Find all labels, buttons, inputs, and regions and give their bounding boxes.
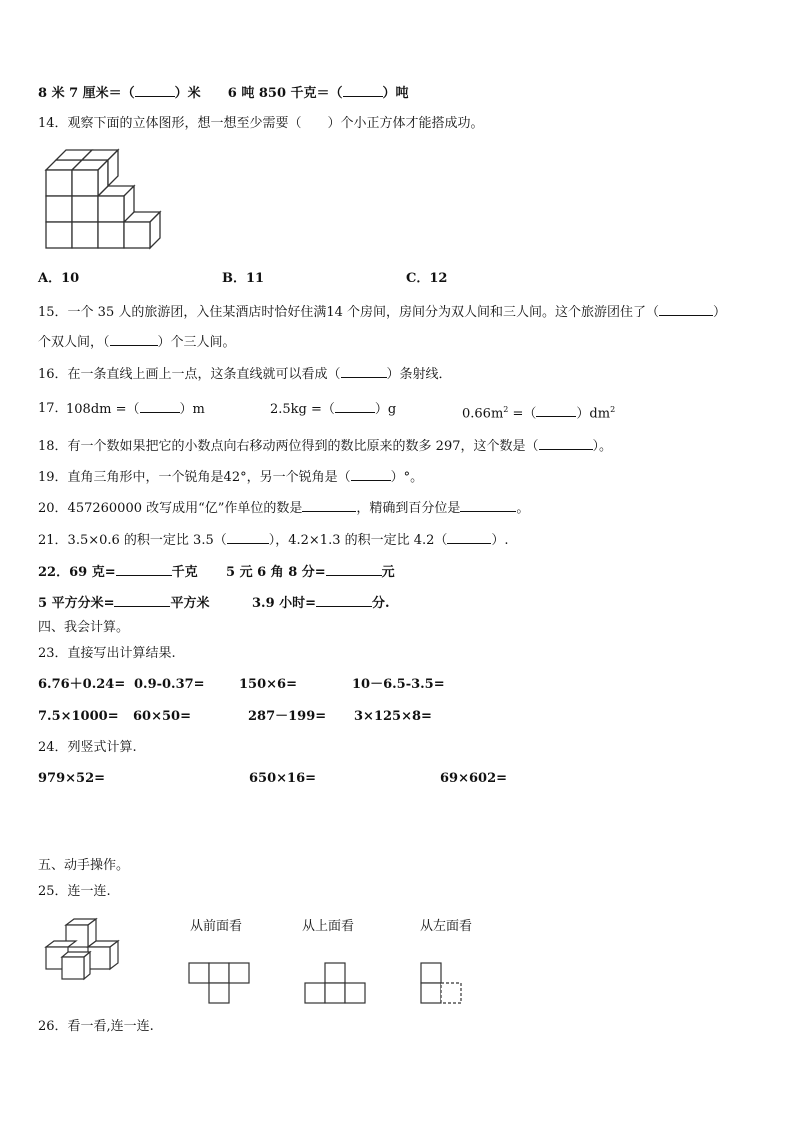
q22-item2 — [226, 563, 395, 581]
q17-item1-a: 108dm =（ — [66, 402, 140, 417]
q23-stem: 23．直接写出计算结果. — [38, 646, 176, 661]
section5-title: 五、动手操作。 — [38, 858, 130, 873]
q24-item3: 69×602= — [440, 771, 508, 786]
q16-b: ）条射线． — [386, 367, 452, 382]
q18-b: ）。 — [592, 439, 613, 454]
q22-c: 5 元 6 角 8 分= — [226, 565, 326, 580]
q17-item2 — [270, 400, 396, 418]
q22-h: 分. — [372, 596, 390, 611]
q16-a: 16．在一条直线上画上一点，这条直线就可以看成（ — [38, 367, 341, 382]
q24-item2: 650×16= — [249, 771, 317, 786]
q20-c: 。 — [516, 501, 530, 516]
q21-line — [38, 531, 509, 549]
q21-b: ），4.2×1.3 的积一定比 4.2（ — [268, 533, 448, 548]
q19-a: 19．直角三角形中，一个锐角是42°，另一个锐角是（ — [38, 470, 351, 485]
q23-r2-c1: 7.5×1000= — [38, 709, 119, 724]
answer-blank[interactable] — [447, 531, 491, 544]
view-shape-l[interactable] — [420, 962, 466, 1004]
q20-a: 20．457260000 改写成用“亿”作单位的数是 — [38, 501, 303, 516]
q23-r1-c4: 10－6.5-3.5= — [352, 677, 445, 692]
q22-item4 — [252, 594, 390, 612]
answer-blank[interactable] — [316, 594, 372, 607]
q20-b: ，精确到百分位是 — [356, 501, 461, 516]
answer-blank[interactable] — [140, 400, 180, 413]
q18-a: 18．有一个数如果把它的小数点向右移动两位得到的数比原来的数多 297，这个数是（ — [38, 439, 539, 454]
answer-blank[interactable] — [110, 333, 158, 346]
answer-blank[interactable] — [116, 563, 172, 576]
answer-blank[interactable] — [536, 404, 576, 417]
q18-line — [38, 437, 612, 455]
q22-e: 5 平方分米= — [38, 596, 115, 611]
answer-blank[interactable] — [335, 400, 375, 413]
view-label-left: 从左面看 — [420, 919, 473, 934]
q16-line — [38, 365, 452, 383]
q17-number: 17． — [38, 401, 68, 416]
q26-stem: 26．看一看,连一连. — [38, 1019, 154, 1034]
q13-part2-b: ）吨 — [382, 86, 409, 101]
q14-stem: 14．观察下面的立体图形，想一想至少需要（ ）个小正方体才能搭成功。 — [38, 116, 484, 131]
q17-item1-b: ）m — [179, 402, 205, 417]
q23-r1-c2: 0.9-0.37= — [134, 677, 205, 692]
q22-item1 — [38, 563, 198, 581]
q24-item1: 979×52= — [38, 771, 106, 786]
q17-item3-sup: 2 — [503, 405, 509, 414]
view-shape-inverted-t[interactable] — [304, 962, 368, 1004]
q17-item2-b: ）g — [374, 402, 397, 417]
q21-a: 21．3.5×0.6 的积一定比 3.5（ — [38, 533, 227, 548]
answer-blank[interactable] — [326, 563, 382, 576]
q25-stem: 25．连一连. — [38, 884, 111, 899]
view-label-front: 从前面看 — [190, 919, 243, 934]
q13-part2-a: 6 吨 850 千克＝（ — [227, 86, 343, 101]
q15-line2 — [38, 333, 236, 351]
q20-line — [38, 499, 529, 517]
q24-stem: 24．列竖式计算. — [38, 740, 137, 755]
cube-arrangement-figure — [40, 915, 140, 987]
q22-a: 22．69 克= — [38, 565, 116, 580]
section4-title: 四、我会计算。 — [38, 620, 130, 635]
q23-r2-c3: 287－199= — [248, 709, 327, 724]
answer-blank[interactable] — [302, 499, 356, 512]
q13-part1-b: ）米 — [174, 86, 201, 101]
answer-blank[interactable] — [539, 437, 593, 450]
q17-item3-a: 0.66m — [462, 406, 504, 422]
q17-item3-c: ）dm — [576, 406, 611, 422]
q15-line1-b: ） — [713, 305, 727, 320]
staircase-cubes-figure — [38, 140, 168, 260]
q15-line2-a: 个双人间，（ — [38, 335, 110, 350]
answer-blank[interactable] — [343, 84, 383, 97]
q15-line2-b: ）个三人间。 — [157, 335, 236, 350]
q15-line1 — [38, 303, 726, 321]
q22-item3 — [38, 594, 209, 612]
answer-blank[interactable] — [460, 499, 516, 512]
answer-blank[interactable] — [135, 84, 175, 97]
q15-line1-a: 15．一个 35 人的旅游团，入住某酒店时恰好住满14 个房间，房间分为双人间和三人间。这个旅游团住了（ — [38, 305, 660, 320]
answer-blank[interactable] — [227, 531, 269, 544]
q14-option-a[interactable]: A．10 — [38, 271, 80, 286]
answer-blank[interactable] — [114, 594, 170, 607]
q22-g: 3.9 小时= — [252, 596, 317, 611]
q22-b: 千克 — [171, 565, 198, 580]
view-label-top: 从上面看 — [302, 919, 355, 934]
q14-option-c[interactable]: C．12 — [406, 271, 448, 286]
q19-line — [38, 468, 423, 486]
q17-item1 — [66, 400, 205, 418]
q14-option-b[interactable]: B．11 — [222, 271, 265, 286]
q23-r1-c3: 150×6= — [239, 677, 297, 692]
view-shape-t[interactable] — [188, 962, 260, 1004]
q21-c: ）. — [491, 533, 509, 548]
q17-item3 — [462, 402, 615, 422]
q17-item2-a: 2.5kg =（ — [270, 402, 335, 417]
q22-f: 平方米 — [170, 596, 210, 611]
q23-r2-c2: 60×50= — [133, 709, 191, 724]
answer-blank[interactable] — [659, 303, 713, 316]
q13-tail-line — [38, 84, 409, 102]
q22-d: 元 — [381, 565, 395, 580]
q23-r1-c1: 6.76＋0.24= — [38, 677, 126, 692]
answer-blank[interactable] — [351, 468, 391, 481]
q17-item3-b: =（ — [508, 406, 537, 422]
q13-part1-a: 8 米 7 厘米＝（ — [38, 86, 135, 101]
q19-b: ）°。 — [390, 470, 424, 485]
q23-r2-c4: 3×125×8= — [354, 709, 432, 724]
q17-item3-sup2: 2 — [610, 405, 616, 414]
answer-blank[interactable] — [341, 365, 387, 378]
